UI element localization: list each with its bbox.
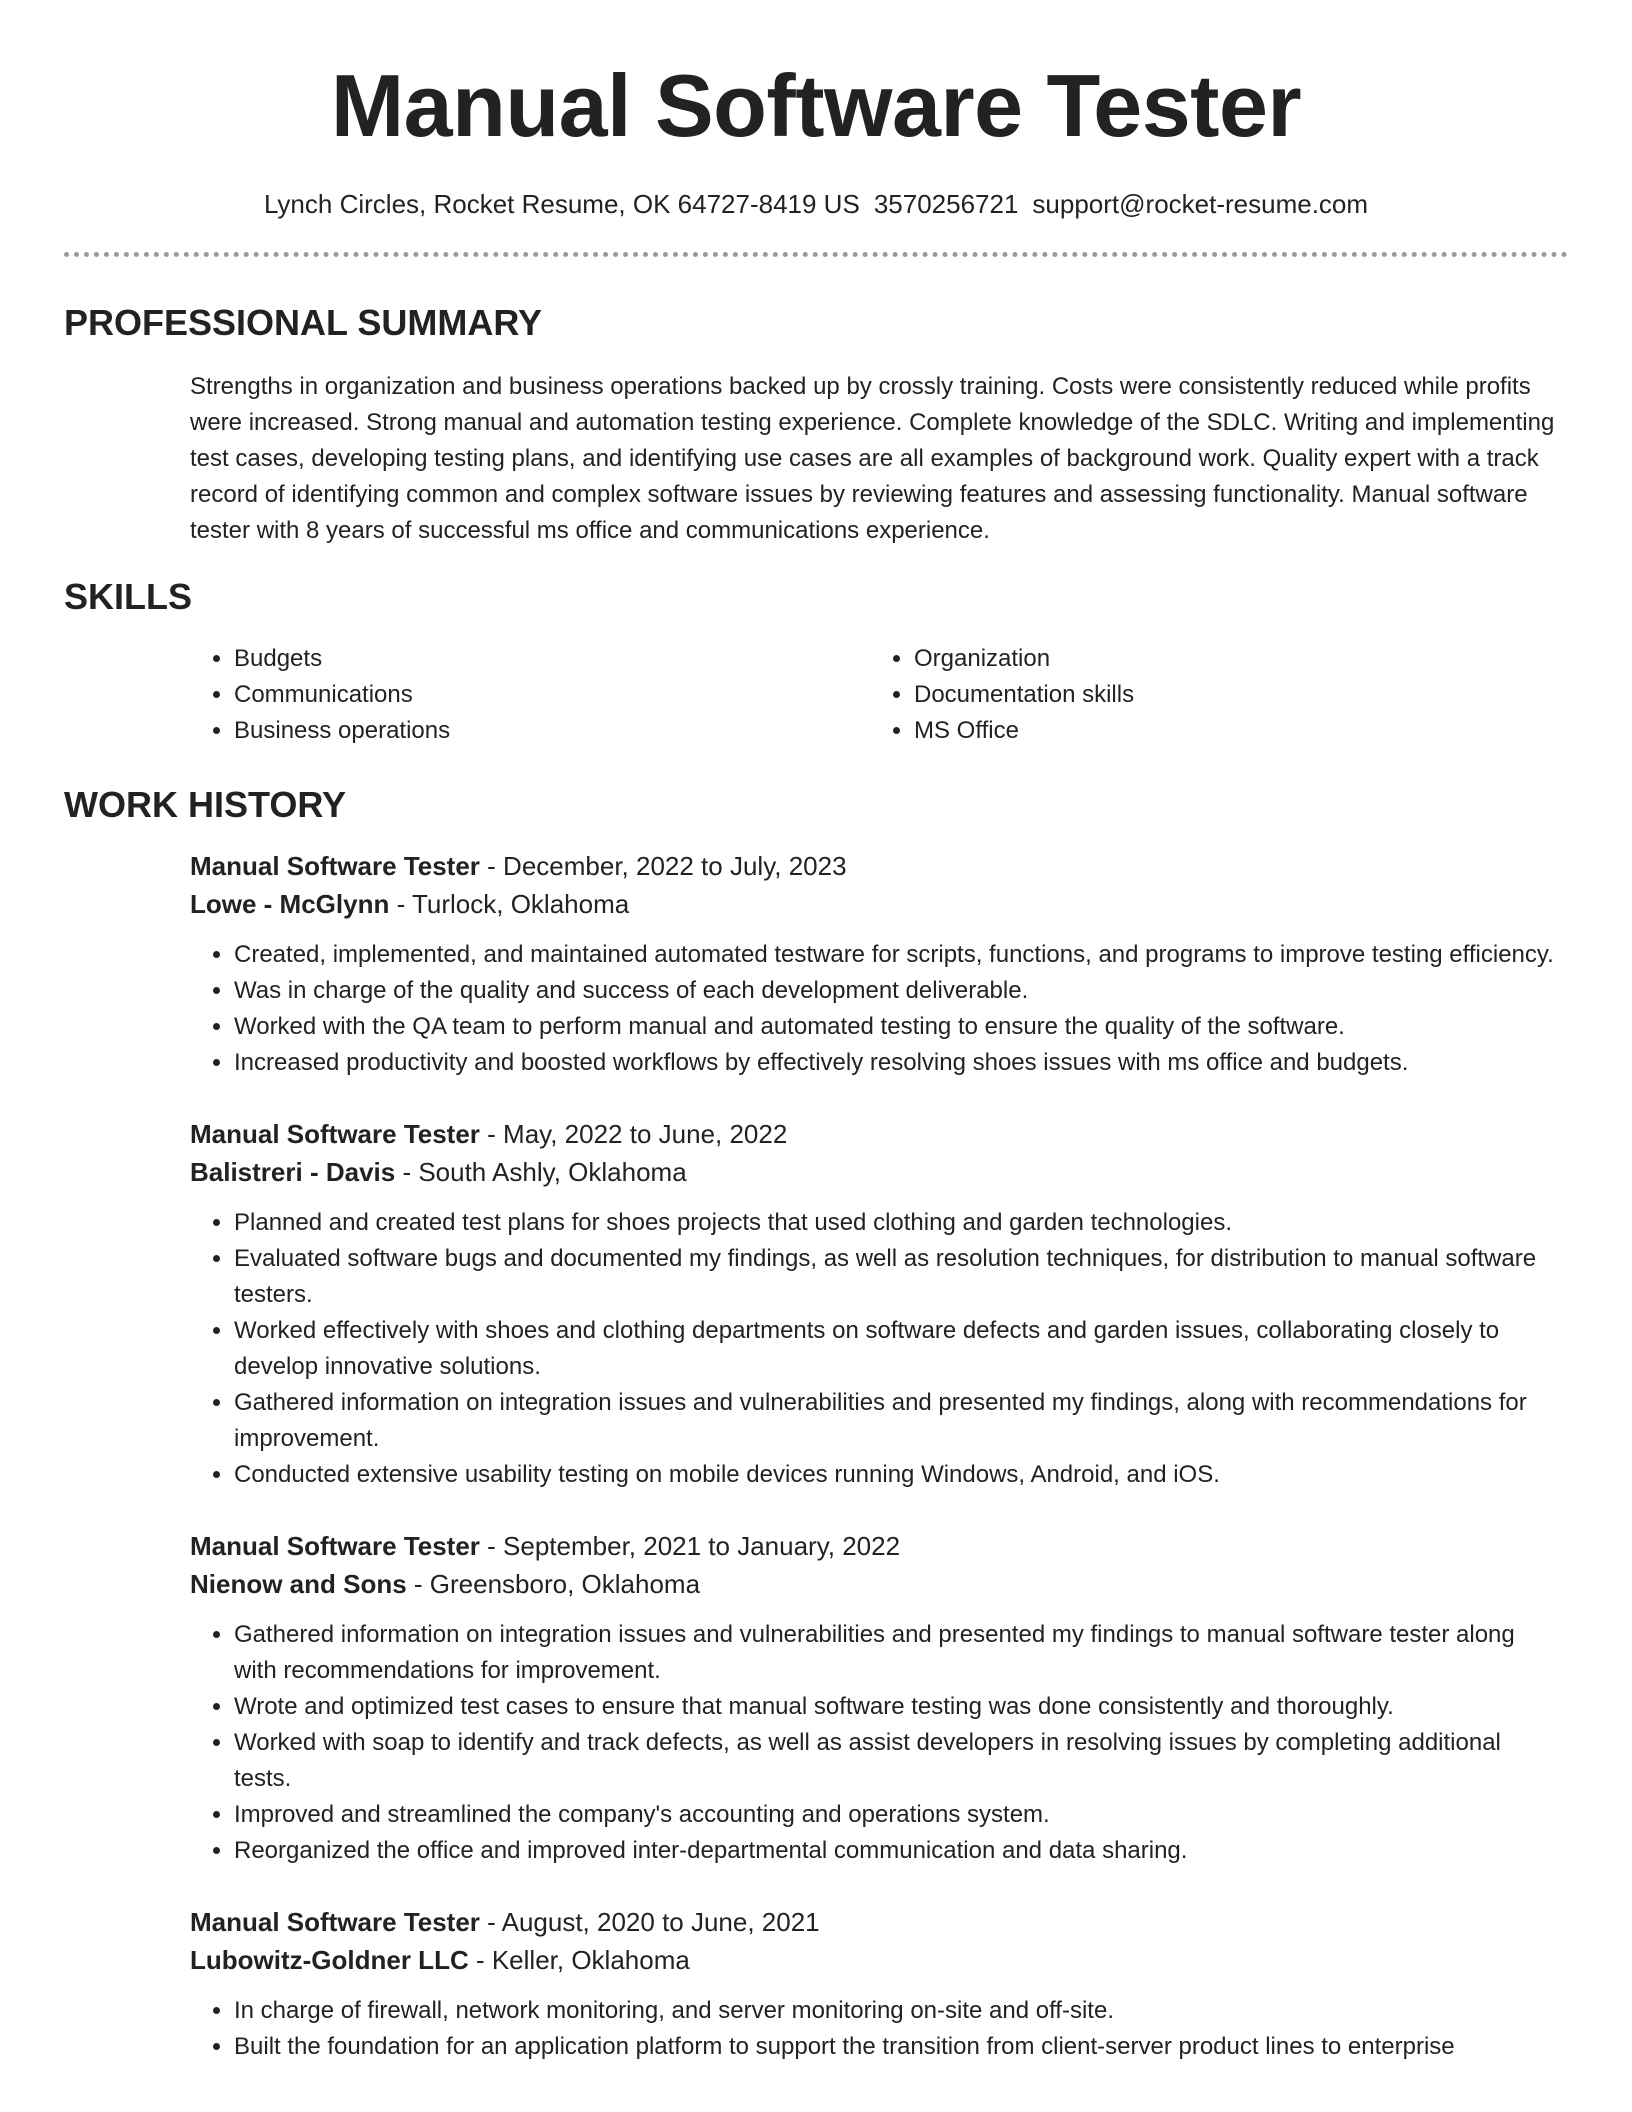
job-dates: - September, 2021 to January, 2022 (479, 1531, 901, 1561)
skills-heading: SKILLS (64, 576, 193, 617)
contact-address: Lynch Circles, Rocket Resume, OK 64727-8419 US (263, 189, 860, 219)
job-entry (190, 1115, 1556, 1493)
job-bullet: • Gathered information on integration issues and vulnerabilities and presented my findings, along with recommendations for improvement. (234, 1385, 1556, 1457)
skills-column-right (870, 641, 1554, 749)
job-bullet: • Worked with soap to identify and track defects, as well as assist developers in resolving issues by completing additional tests. (234, 1725, 1556, 1797)
skills-list (190, 641, 1568, 749)
skill-item: • Documentation skills (914, 677, 1554, 713)
contact-phone: 3570256721 (873, 189, 1019, 219)
job-bullet: • Created, implemented, and maintained automated testware for scripts, functions, and programs to improve testing efficiency. (234, 937, 1556, 973)
job-bullets (190, 1993, 1556, 2065)
job-company: Nienow and Sons (190, 1569, 407, 1599)
job-bullet: • Worked with the QA team to perform manual and automated testing to ensure the quality of the software. (234, 1009, 1556, 1045)
job-bullet: • Conducted extensive usability testing on mobile devices running Windows, Android, and iOS. (234, 1457, 1556, 1493)
resume-page (64, 0, 1568, 2065)
job-bullet: • Worked effectively with shoes and clothing departments on software defects and garden issues, collaborating closely to develop innovative solutions. (234, 1313, 1556, 1385)
skill-item: • Communications (234, 677, 870, 713)
job-bullets (190, 1617, 1556, 1869)
job-location: - South Ashly, Oklahoma (395, 1157, 687, 1187)
resume-name: Manual Software Tester (330, 56, 1302, 155)
job-role: Manual Software Tester (190, 851, 480, 881)
job-location: - Keller, Oklahoma (468, 1945, 690, 1975)
job-location: - Turlock, Oklahoma (389, 889, 630, 919)
job-bullet: • In charge of firewall, network monitoring, and server monitoring on-site and off-site. (234, 1993, 1556, 2029)
job-bullet: • Reorganized the office and improved inter-departmental communication and data sharing. (234, 1833, 1556, 1869)
work-history-heading: WORK HISTORY (64, 784, 347, 825)
skill-item: • Budgets (234, 641, 870, 677)
job-role: Manual Software Tester (190, 1119, 480, 1149)
job-dates: - December, 2022 to July, 2023 (479, 851, 847, 881)
job-bullet: • Increased productivity and boosted workflows by effectively resolving shoes issues with ms office and budgets. (234, 1045, 1556, 1081)
header-divider (64, 252, 1568, 257)
job-bullet: • Was in charge of the quality and success of each development deliverable. (234, 973, 1556, 1009)
skills-column-left (190, 641, 870, 749)
contact-email[interactable]: support@rocket-resume.com (1032, 189, 1369, 219)
job-bullets (190, 1205, 1556, 1493)
job-location: - Greensboro, Oklahoma (406, 1569, 701, 1599)
summary-heading: PROFESSIONAL SUMMARY (64, 302, 543, 343)
job-entry (190, 1527, 1556, 1869)
job-dates: - May, 2022 to June, 2022 (479, 1119, 788, 1149)
skill-item: • Business operations (234, 713, 870, 749)
job-bullet: • Improved and streamlined the company's accounting and operations system. (234, 1797, 1556, 1833)
job-bullet: • Gathered information on integration issues and vulnerabilities and presented my findings to manual software tester along with recommendations for improvement. (234, 1617, 1556, 1689)
job-bullet: • Evaluated software bugs and documented my findings, as well as resolution techniques, for distribution to manual software testers. (234, 1241, 1556, 1313)
job-company: Lowe - McGlynn (190, 889, 390, 919)
job-bullet: • Planned and created test plans for shoes projects that used clothing and garden technologies. (234, 1205, 1556, 1241)
job-bullet: • Wrote and optimized test cases to ensure that manual software testing was done consistently and thoroughly. (234, 1689, 1556, 1725)
job-entry (190, 847, 1556, 1081)
job-company: Lubowitz-Goldner LLC (190, 1945, 469, 1975)
job-entry (190, 1903, 1556, 2065)
contact-line (64, 186, 1568, 222)
job-role: Manual Software Tester (190, 1531, 480, 1561)
job-role: Manual Software Tester (190, 1907, 480, 1937)
job-company: Balistreri - Davis (190, 1157, 396, 1187)
skill-item: • MS Office (914, 713, 1554, 749)
job-bullet: • Built the foundation for an application platform to support the transition from client-server product lines to enterprise (234, 2029, 1556, 2065)
summary-text: Strengths in organization and business operations backed up by crossly training. Costs were consistently reduced while profits were increased. Strong manual and automation testing experience. Complete knowledge of the SDLC. Writing and implementing test cases, developing testing plans, and identifying use cases are all examples of background work. Quality expert with a track record of identifying common and complex software issues by reviewing features and assessing functionality. Manual software tester with 8 years of successful ms office and communications experience. (190, 373, 1555, 544)
job-dates: - August, 2020 to June, 2021 (479, 1907, 820, 1937)
skill-item: • Organization (914, 641, 1554, 677)
job-bullets (190, 937, 1556, 1081)
